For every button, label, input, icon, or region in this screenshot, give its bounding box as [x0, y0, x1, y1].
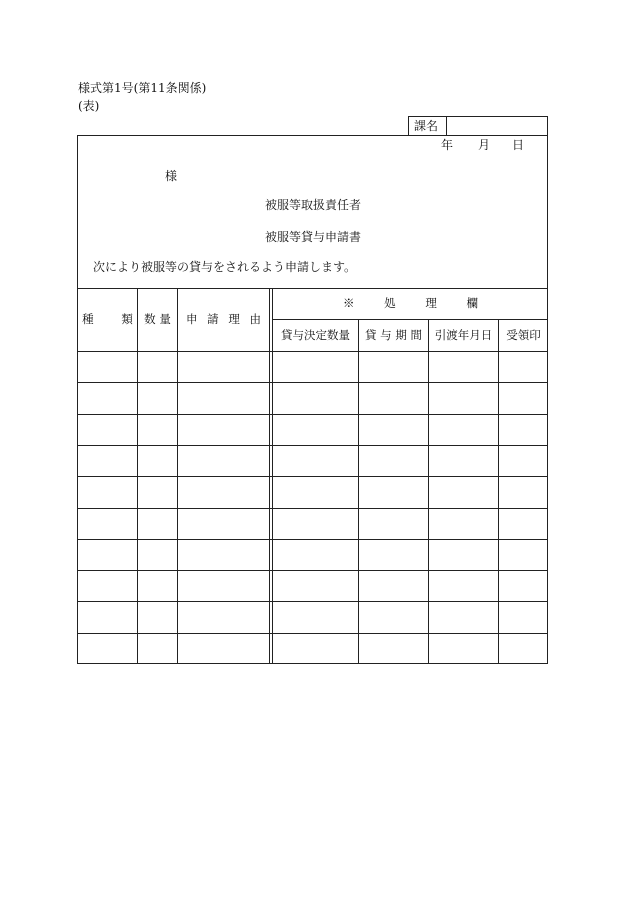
- table-cell[interactable]: [179, 416, 270, 443]
- table-cell[interactable]: [79, 447, 135, 474]
- table-cell[interactable]: [79, 603, 135, 630]
- addressee-suffix: 様: [165, 169, 178, 183]
- document-title: 被服等貸与申請書: [265, 230, 362, 244]
- table-cell[interactable]: [79, 510, 135, 537]
- manager-title: 被服等取扱責任者: [265, 198, 362, 212]
- header-loan-quantity: 貸与決定数量: [281, 328, 350, 342]
- section-name-label: 課名: [414, 119, 439, 133]
- table-cell[interactable]: [274, 541, 356, 568]
- table-cell[interactable]: [500, 510, 546, 537]
- table-cell[interactable]: [500, 541, 546, 568]
- table-cell[interactable]: [430, 353, 496, 380]
- table-cell[interactable]: [430, 635, 496, 662]
- processing-header-divider: [272, 319, 548, 320]
- table-cell[interactable]: [79, 416, 135, 443]
- row-divider: [77, 633, 548, 634]
- table-cell[interactable]: [139, 603, 175, 630]
- table-cell[interactable]: [139, 416, 175, 443]
- table-cell[interactable]: [274, 635, 356, 662]
- table-cell[interactable]: [79, 541, 135, 568]
- table-cell[interactable]: [79, 572, 135, 599]
- row-divider: [77, 508, 548, 509]
- table-cell[interactable]: [500, 447, 546, 474]
- table-cell[interactable]: [274, 572, 356, 599]
- table-cell[interactable]: [500, 353, 546, 380]
- row-divider: [77, 476, 548, 477]
- table-cell[interactable]: [79, 635, 135, 662]
- header-loan-period: 貸 与 期 間: [365, 328, 422, 342]
- table-cell[interactable]: [360, 478, 426, 505]
- table-cell[interactable]: [360, 510, 426, 537]
- col-divider: [498, 319, 499, 664]
- table-cell[interactable]: [500, 384, 546, 411]
- row-divider: [77, 382, 548, 383]
- table-cell[interactable]: [139, 447, 175, 474]
- table-cell[interactable]: [500, 416, 546, 443]
- form-number: 様式第1号(第11条関係): [78, 81, 207, 95]
- header-bottom-line: [77, 351, 548, 352]
- table-cell[interactable]: [139, 541, 175, 568]
- header-quantity: 数 量: [144, 312, 171, 326]
- col-divider: [428, 319, 429, 664]
- table-cell[interactable]: [179, 353, 270, 380]
- table-cell[interactable]: [179, 384, 270, 411]
- header-receipt-seal: 受領印: [506, 328, 541, 342]
- date-year-label: 年: [441, 138, 454, 152]
- table-cell[interactable]: [179, 635, 270, 662]
- table-cell[interactable]: [179, 447, 270, 474]
- table-cell[interactable]: [430, 416, 496, 443]
- table-cell[interactable]: [360, 635, 426, 662]
- table-cell[interactable]: [430, 603, 496, 630]
- table-cell[interactable]: [430, 541, 496, 568]
- table-cell[interactable]: [360, 353, 426, 380]
- section-name-field[interactable]: [447, 117, 547, 135]
- header-reason: 申 請 理 由: [186, 312, 261, 326]
- table-cell[interactable]: [430, 510, 496, 537]
- table-cell[interactable]: [500, 572, 546, 599]
- row-divider: [77, 570, 548, 571]
- table-cell[interactable]: [139, 510, 175, 537]
- table-cell[interactable]: [179, 572, 270, 599]
- table-cell[interactable]: [139, 478, 175, 505]
- table-cell[interactable]: [139, 635, 175, 662]
- table-cell[interactable]: [179, 478, 270, 505]
- table-cell[interactable]: [179, 541, 270, 568]
- form-side-label: (表): [78, 99, 100, 113]
- col-divider: [358, 319, 359, 664]
- header-type: 種 類: [82, 312, 133, 326]
- table-cell[interactable]: [430, 572, 496, 599]
- date-day-label: 日: [512, 138, 525, 152]
- date-month-label: 月: [478, 138, 491, 152]
- row-divider: [77, 445, 548, 446]
- table-cell[interactable]: [500, 603, 546, 630]
- table-cell[interactable]: [179, 510, 270, 537]
- table-cell[interactable]: [179, 603, 270, 630]
- table-cell[interactable]: [360, 384, 426, 411]
- table-cell[interactable]: [274, 478, 356, 505]
- row-divider: [77, 601, 548, 602]
- table-cell[interactable]: [274, 447, 356, 474]
- table-cell[interactable]: [139, 572, 175, 599]
- table-cell[interactable]: [430, 478, 496, 505]
- table-cell[interactable]: [79, 478, 135, 505]
- table-cell[interactable]: [500, 635, 546, 662]
- table-cell[interactable]: [500, 478, 546, 505]
- table-cell[interactable]: [360, 541, 426, 568]
- table-cell[interactable]: [139, 353, 175, 380]
- table-cell[interactable]: [360, 416, 426, 443]
- processing-header: ※ 処 理 欄: [343, 296, 478, 310]
- table-cell[interactable]: [360, 603, 426, 630]
- table-cell[interactable]: [274, 603, 356, 630]
- table-cell[interactable]: [360, 572, 426, 599]
- row-divider: [77, 539, 548, 540]
- table-cell[interactable]: [360, 447, 426, 474]
- table-cell[interactable]: [274, 510, 356, 537]
- application-statement: 次により被服等の貸与をされるよう申請します。: [93, 260, 357, 274]
- table-cell[interactable]: [274, 384, 356, 411]
- table-cell[interactable]: [79, 353, 135, 380]
- table-cell[interactable]: [79, 384, 135, 411]
- table-cell[interactable]: [430, 447, 496, 474]
- header-delivery-date: 引渡年月日: [434, 328, 493, 342]
- table-cell[interactable]: [139, 384, 175, 411]
- table-cell[interactable]: [274, 416, 356, 443]
- table-cell[interactable]: [430, 384, 496, 411]
- row-divider: [77, 414, 548, 415]
- table-cell[interactable]: [274, 353, 356, 380]
